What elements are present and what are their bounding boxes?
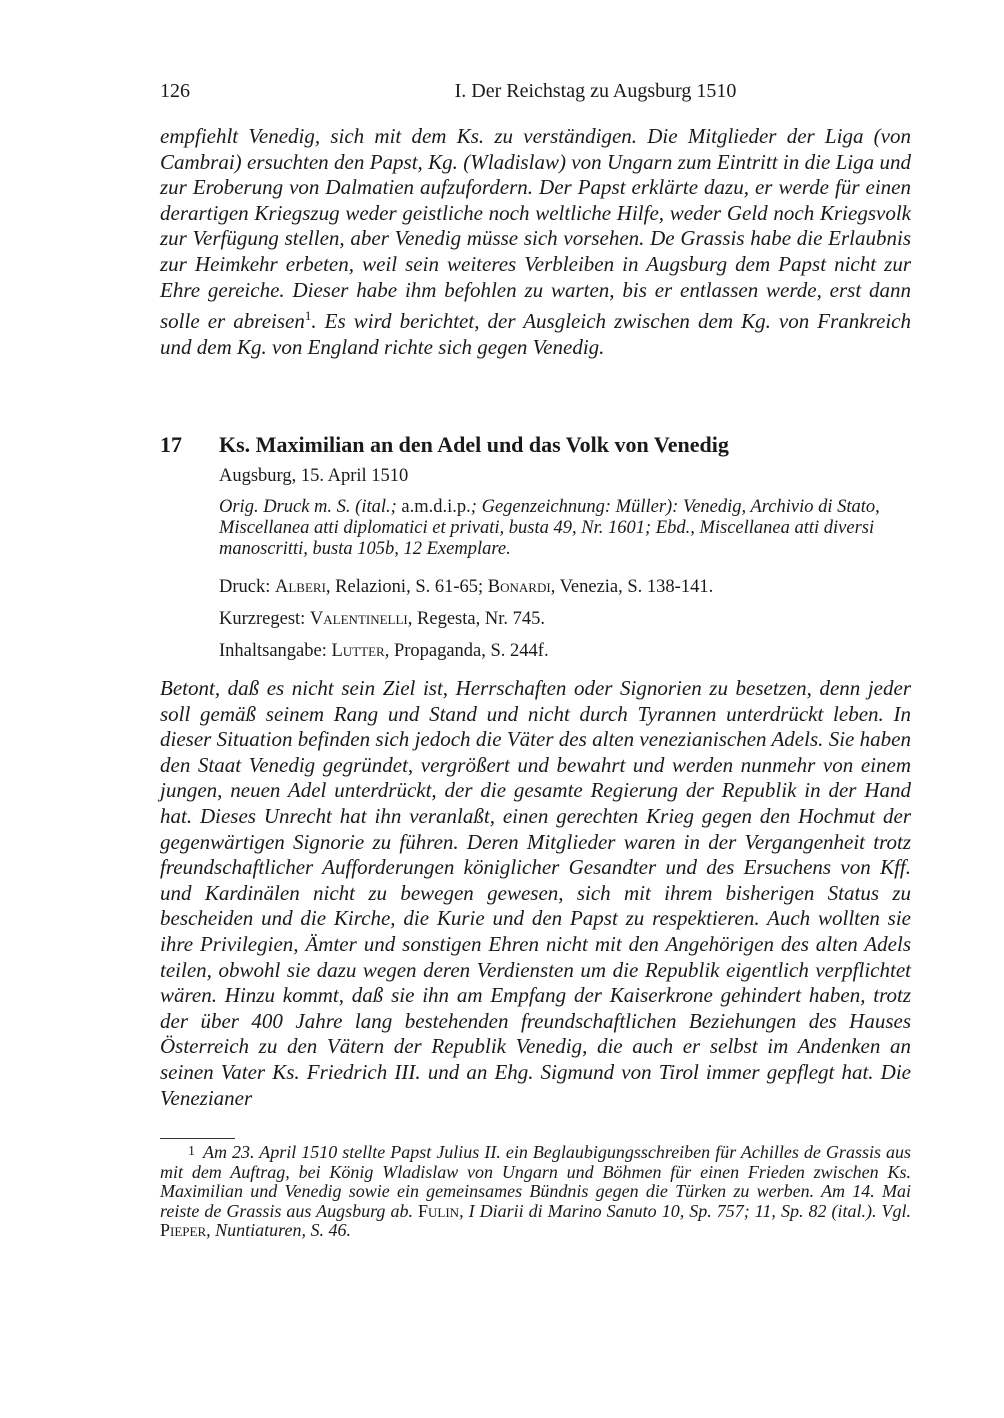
source-part-b: a.m.d.i.p. bbox=[396, 497, 471, 517]
paragraph-text: empfiehlt Venedig, sich mit dem Ks. zu verständigen. Die Mitglieder der Liga (von Cambrai) ersuchten den Papst, Kg. (Wladislaw) von Ungarn zum Eintritt in die Liga und zur Eroberung von Dalmatien aufzufordern. Der Papst erklärte dazu, er werde für einen derartigen Kriegszug weder geistliche noch weltliche Hilfe, weder Geld noch Kriegsvolk zur Verfügung stellen, aber Venedig müsse sich vorsehen. De Grassis habe die Erlaubnis zur Heimkehr erbeten, weil sein weiteres Verbleiben in Augsburg dem Papst nicht zur Ehre gereiche. Dieser habe ihm befohlen zu warten, bis er entlassen werde, erst dann solle er abreisen bbox=[160, 124, 911, 334]
footnote-text: Am 23. April 1510 stellte Papst Julius II. ein Beglaubigungsschreiben für Achilles de Grassis aus mit dem Auftrag, bei König Wladislaw von Ungarn und Böhmen für einen Frieden zwischen Ks. Maximilian und Venedig sowie ein gemeinsames Bündnis gegen die Türken zu werben. Am 14. Mai reiste de Grassis aus Augsburg ab. bbox=[160, 1142, 911, 1221]
inhaltsangabe-author: Lutter bbox=[331, 641, 385, 661]
kurzregest-label: Kurzregest: bbox=[219, 609, 306, 629]
footnote-author-2: Pieper bbox=[160, 1220, 207, 1241]
druck-author-1: Alberi bbox=[275, 577, 326, 597]
entry-druck bbox=[219, 577, 911, 598]
kurzregest-author: Valentinelli bbox=[309, 609, 408, 629]
page-header bbox=[160, 80, 911, 110]
footnote-mark: 1 bbox=[188, 1144, 195, 1159]
footnote-divider bbox=[160, 1138, 235, 1139]
footnote bbox=[160, 1142, 911, 1241]
druck-ref-1: , Relazioni, S. 61-65; bbox=[325, 577, 484, 597]
entry-place-date: Augsburg, 15. April 1510 bbox=[219, 466, 409, 486]
entry-inhaltsangabe bbox=[219, 641, 911, 662]
footnote-author-1: Fulin bbox=[418, 1200, 460, 1221]
entry-number: 17 bbox=[160, 432, 182, 457]
running-title: I. Der Reichstag zu Augsburg 1510 bbox=[454, 80, 737, 102]
summary-paragraph: Betont, daß es nicht sein Ziel ist, Herrschaften oder Signorien zu besetzen, denn jeder soll gemäß seinem Rang und Stand und nicht durch Tyrannen unterdrückt leben. In dieser Situation befinden sich jedoch die Väter des alten venezianischen Adels. Sie haben den Staat Venedig gegründet, vergrößert und bewahrt und werden nunmehr von einem jungen, neuen Adel unterdrückt, der die gesamte Regierung der Republik in der Hand hat. Dieses Unrecht hat ihn veranlaßt, einen gerechten Krieg gegen den Hochmut der gegenwärtigen Signorie zu führen. Deren Mitglieder waren in der Vergangenheit trotz freundschaftlicher Aufforderungen königlicher Gesandter und des Ersuchens von Kff. und Kardinälen nicht zu bewegen gewesen, sich mit ihrem bisherigen Status zu bescheiden und die Kirche, die Kurie und den Papst zu respektieren. Auch wollten sie ihre Privilegien, Ämter und sonstigen Ehren nicht mit den Angehörigen des alten Adels teilen, obwohl sie dazu wegen deren Verdiensten um die Republik eigentlich verpflichtet wären. Hinzu kommt, daß sie ihn am Empfang der Kaiserkrone gehindert haben, trotz der über 400 Jahre lang bestehenden freundschaftlichen Beziehungen des Hauses Österreich zu den Vätern der Republik Venedig, die auch er selbst im Andenken an seinen Vater Ks. Friedrich III. und an Ehg. Sigmund von Tirol immer gepflegt hat. Die Venezianer bbox=[160, 676, 911, 1110]
source-part-c: ; Gegenzeichnung: Müller): Venedig, Archivio di Stato, Miscellanea atti diplomatici et privati, busta 49, Nr. 1601; Ebd., Miscellanea atti diversi manoscritti, busta 105b, 12 Exemplare. bbox=[219, 497, 880, 559]
footnote-ref-2: , Nuntiaturen, S. 46. bbox=[206, 1220, 351, 1241]
kurzregest-ref: , Regesta, Nr. 745. bbox=[407, 609, 545, 629]
entry-title: Ks. Maximilian an den Adel und das Volk von Venedig bbox=[219, 432, 729, 457]
entry-source bbox=[219, 497, 911, 560]
inhaltsangabe-ref: , Propaganda, S. 244f. bbox=[384, 641, 549, 661]
page-number: 126 bbox=[160, 80, 190, 102]
footnote-ref-1: , I Diarii di Marino Sanuto 10, Sp. 757; 11, Sp. 82 (ital.). Vgl. bbox=[459, 1200, 911, 1221]
druck-author-2: Bonardi bbox=[487, 577, 551, 597]
druck-ref-2: , Venezia, S. 138-141. bbox=[550, 577, 714, 597]
entry-kurzregest bbox=[219, 609, 911, 630]
continuation-paragraph bbox=[160, 124, 911, 360]
paragraph-text-after: . Es wird berichtet, der Ausgleich zwischen dem Kg. von Frankreich und dem Kg. von England richte sich gegen Venedig. bbox=[160, 309, 911, 359]
druck-label: Druck: bbox=[219, 577, 271, 597]
source-part-a: Orig. Druck m. S. (ital.; bbox=[219, 497, 397, 517]
inhaltsangabe-label: Inhaltsangabe: bbox=[219, 641, 327, 661]
footnote-reference[interactable]: 1 bbox=[304, 308, 312, 324]
